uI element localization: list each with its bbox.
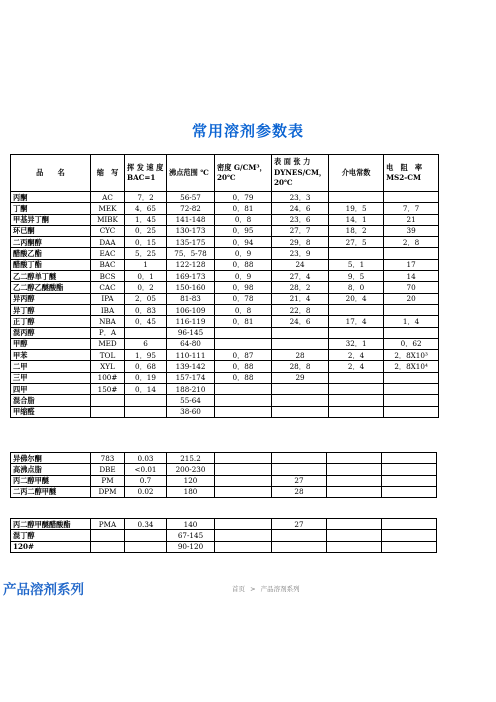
table-cell bbox=[384, 372, 439, 383]
table-cell: 1 bbox=[125, 259, 167, 270]
table-row bbox=[11, 203, 439, 214]
table-cell: 0．45 bbox=[125, 316, 167, 327]
table-row bbox=[11, 486, 437, 497]
table-cell: 169-173 bbox=[167, 271, 215, 282]
table-row bbox=[11, 372, 439, 383]
table-row bbox=[11, 475, 437, 486]
table-cell bbox=[272, 384, 329, 395]
table-row bbox=[11, 192, 439, 203]
table-cell: 0．9 bbox=[215, 248, 272, 259]
table-cell bbox=[215, 541, 272, 552]
table-cell: 27．5 bbox=[329, 237, 384, 248]
breadcrumb bbox=[232, 584, 303, 593]
table-cell: 0．83 bbox=[125, 304, 167, 315]
table-cell bbox=[327, 486, 382, 497]
table-cell bbox=[125, 530, 167, 541]
table-cell: 0．81 bbox=[215, 203, 272, 214]
table-cell: 0．8 bbox=[215, 214, 272, 225]
table-cell: BAC bbox=[91, 259, 125, 270]
table-cell: 7．7 bbox=[384, 203, 439, 214]
table-cell bbox=[382, 464, 437, 475]
table-cell: 64-80 bbox=[167, 338, 215, 349]
table-cell: 0．81 bbox=[215, 316, 272, 327]
table-cell: 150# bbox=[91, 384, 125, 395]
table-cell: 28．8 bbox=[272, 361, 329, 372]
table-cell: 0.02 bbox=[125, 486, 167, 497]
table-cell bbox=[327, 519, 382, 530]
table-cell: 21．4 bbox=[272, 293, 329, 304]
table-cell: 24．6 bbox=[272, 316, 329, 327]
solvent-name-cell: 甲基异丁酮 bbox=[11, 214, 91, 225]
table-cell bbox=[91, 395, 125, 406]
table-cell bbox=[215, 486, 272, 497]
solvent-name-cell: 环已酮 bbox=[11, 225, 91, 236]
table-cell: 139-142 bbox=[167, 361, 215, 372]
table-cell bbox=[272, 395, 329, 406]
table-row bbox=[11, 282, 439, 293]
table-row bbox=[11, 453, 437, 464]
table-cell: 0．88 bbox=[215, 259, 272, 270]
table-cell: XYL bbox=[91, 361, 125, 372]
table-cell: 110-111 bbox=[167, 350, 215, 361]
table-cell: 215.2 bbox=[167, 453, 215, 464]
solvent-name-cell: 混合脂 bbox=[11, 395, 91, 406]
solvent-name-cell: 丙二醇甲醚 bbox=[11, 475, 91, 486]
table-cell bbox=[329, 327, 384, 338]
table-cell: 39 bbox=[384, 225, 439, 236]
table-row bbox=[11, 519, 437, 530]
table-cell bbox=[382, 453, 437, 464]
table-cell: 2．4 bbox=[329, 350, 384, 361]
table-cell: 2．8X10³ bbox=[384, 350, 439, 361]
table-row bbox=[11, 395, 439, 406]
table-cell bbox=[215, 406, 272, 417]
table-cell bbox=[384, 406, 439, 417]
solvent-name-cell: 乙二醇乙醚酸酯 bbox=[11, 282, 91, 293]
table-cell: 22．8 bbox=[272, 304, 329, 315]
table-cell: 0.7 bbox=[125, 475, 167, 486]
table-cell bbox=[272, 327, 329, 338]
solvent-name-cell: 甲苯 bbox=[11, 350, 91, 361]
table-cell bbox=[329, 406, 384, 417]
table-cell bbox=[384, 192, 439, 203]
table-cell: 1．45 bbox=[125, 214, 167, 225]
table-row bbox=[11, 338, 439, 349]
table-cell bbox=[382, 541, 437, 552]
table-cell bbox=[272, 530, 327, 541]
table-cell: 28 bbox=[272, 486, 327, 497]
table-cell: <0.01 bbox=[125, 464, 167, 475]
table-cell bbox=[329, 372, 384, 383]
table-cell: 0．9 bbox=[215, 271, 272, 282]
breadcrumb-separator: > bbox=[250, 585, 256, 593]
table-cell bbox=[384, 248, 439, 259]
table-row bbox=[11, 350, 439, 361]
table-row bbox=[11, 541, 437, 552]
table-cell: 27．7 bbox=[272, 225, 329, 236]
header-evaporation-rate: 挥 发 速 度 BAC=1 bbox=[125, 155, 167, 192]
table-row bbox=[11, 384, 439, 395]
table-cell: 180 bbox=[167, 486, 215, 497]
table-cell: 0．95 bbox=[215, 225, 272, 236]
table-cell bbox=[125, 395, 167, 406]
table-cell: 29 bbox=[272, 372, 329, 383]
table-cell: 14．1 bbox=[329, 214, 384, 225]
section-title: 产品溶剂系列 bbox=[3, 582, 84, 598]
table-cell: 135-175 bbox=[167, 237, 215, 248]
table-cell bbox=[215, 327, 272, 338]
solvent-name-cell: 异佛尔酮 bbox=[11, 453, 91, 464]
solvent-name-cell: 正丁醇 bbox=[11, 316, 91, 327]
table-cell: DPM bbox=[91, 486, 125, 497]
table-cell: 96-145 bbox=[167, 327, 215, 338]
table-cell: 0．8 bbox=[215, 304, 272, 315]
solvent-name-cell: 乙二醇单丁醚 bbox=[11, 271, 91, 282]
solvent-name-cell: 甲缩醛 bbox=[11, 406, 91, 417]
table-cell: 140 bbox=[167, 519, 215, 530]
table-cell bbox=[327, 475, 382, 486]
table-cell: 0．62 bbox=[384, 338, 439, 349]
table-cell bbox=[91, 406, 125, 417]
solvent-name-cell: 醋酸丁酯 bbox=[11, 259, 91, 270]
table-cell: 5．1 bbox=[329, 259, 384, 270]
table-cell: 120 bbox=[167, 475, 215, 486]
table-cell bbox=[382, 530, 437, 541]
table-cell: 141-148 bbox=[167, 214, 215, 225]
table-cell bbox=[215, 384, 272, 395]
table-cell: 5．25 bbox=[125, 248, 167, 259]
table-cell bbox=[272, 453, 327, 464]
table-cell: 9．5 bbox=[329, 271, 384, 282]
solvent-table-3 bbox=[10, 518, 437, 553]
header-abbr: 缩 写 bbox=[91, 155, 125, 192]
table-row bbox=[11, 225, 439, 236]
solvent-name-cell: 混丁醇 bbox=[11, 530, 91, 541]
table-cell bbox=[215, 453, 272, 464]
solvent-name-cell: 丁酮 bbox=[11, 203, 91, 214]
table-cell: 20．4 bbox=[329, 293, 384, 304]
table-cell: 0．78 bbox=[215, 293, 272, 304]
table-cell: 106-109 bbox=[167, 304, 215, 315]
table-cell: MIBK bbox=[91, 214, 125, 225]
table-cell bbox=[384, 327, 439, 338]
table-cell bbox=[272, 464, 327, 475]
table-cell: 0.34 bbox=[125, 519, 167, 530]
table-cell: 27．4 bbox=[272, 271, 329, 282]
table-cell: 4．65 bbox=[125, 203, 167, 214]
solvent-table-2 bbox=[10, 452, 437, 498]
table-row bbox=[11, 293, 439, 304]
table-cell: 17．4 bbox=[329, 316, 384, 327]
table-cell: 70 bbox=[384, 282, 439, 293]
table-cell: 0．88 bbox=[215, 372, 272, 383]
table-cell: 27 bbox=[272, 475, 327, 486]
header-density: 密度 G/CM³，20℃ bbox=[215, 155, 272, 192]
table-cell: BCS bbox=[91, 271, 125, 282]
table-row bbox=[11, 464, 437, 475]
table-cell: 19．5 bbox=[329, 203, 384, 214]
table-cell: EAC bbox=[91, 248, 125, 259]
table-cell: 20 bbox=[384, 293, 439, 304]
table-cell: 7．2 bbox=[125, 192, 167, 203]
solvent-name-cell: 醋酸乙酯 bbox=[11, 248, 91, 259]
table-cell: PM bbox=[91, 475, 125, 486]
table-cell: 23．9 bbox=[272, 248, 329, 259]
table-cell: 28 bbox=[272, 350, 329, 361]
solvent-name-cell: 二甲 bbox=[11, 361, 91, 372]
solvent-name-cell: 高沸点脂 bbox=[11, 464, 91, 475]
table-row bbox=[11, 214, 439, 225]
table-cell bbox=[327, 464, 382, 475]
table-cell: MEK bbox=[91, 203, 125, 214]
table-cell: 130-173 bbox=[167, 225, 215, 236]
table-cell bbox=[91, 530, 125, 541]
table-cell: 100# bbox=[91, 372, 125, 383]
table-cell bbox=[272, 338, 329, 349]
table-cell: CYC bbox=[91, 225, 125, 236]
table-cell: 0．88 bbox=[215, 361, 272, 372]
table-cell bbox=[272, 406, 329, 417]
table-cell: 0.03 bbox=[125, 453, 167, 464]
table-cell bbox=[384, 304, 439, 315]
table-cell bbox=[327, 453, 382, 464]
solvent-name-cell: 120# bbox=[11, 541, 91, 552]
table-cell: 150-160 bbox=[167, 282, 215, 293]
table-cell bbox=[382, 475, 437, 486]
solvent-name-cell: 丙二醇甲醚醋酸酯 bbox=[11, 519, 91, 530]
table-cell bbox=[384, 395, 439, 406]
table-cell: 8．0 bbox=[329, 282, 384, 293]
table-cell: 188-210 bbox=[167, 384, 215, 395]
table-cell: 1．95 bbox=[125, 350, 167, 361]
solvent-name-cell: 异丁醇 bbox=[11, 304, 91, 315]
solvent-name-cell: 三甲 bbox=[11, 372, 91, 383]
table-cell bbox=[327, 541, 382, 552]
solvent-name-cell: 甲醇 bbox=[11, 338, 91, 349]
solvent-name-cell: 丙酮 bbox=[11, 192, 91, 203]
table-cell: 23．3 bbox=[272, 192, 329, 203]
table-cell: IPA bbox=[91, 293, 125, 304]
table-cell: 24 bbox=[272, 259, 329, 270]
table-cell: TOL bbox=[91, 350, 125, 361]
table-cell: 0．87 bbox=[215, 350, 272, 361]
table-cell bbox=[382, 486, 437, 497]
solvent-name-cell: 混丙醇 bbox=[11, 327, 91, 338]
table-cell: 0．14 bbox=[125, 384, 167, 395]
header-dielectric: 介电常数 bbox=[329, 155, 384, 192]
header-surface-tension: 表 面 张 力 DYNES/CM，20℃ bbox=[272, 155, 329, 192]
table-cell: 157-174 bbox=[167, 372, 215, 383]
table-row bbox=[11, 271, 439, 282]
table-cell bbox=[329, 192, 384, 203]
table-cell: 67-145 bbox=[167, 530, 215, 541]
table-cell: 0．94 bbox=[215, 237, 272, 248]
table-cell: 18．2 bbox=[329, 225, 384, 236]
table-cell bbox=[125, 406, 167, 417]
table-row bbox=[11, 304, 439, 315]
table-cell: 55-64 bbox=[167, 395, 215, 406]
table-cell: 24．6 bbox=[272, 203, 329, 214]
solvent-name-cell: 四甲 bbox=[11, 384, 91, 395]
table-cell: 81-83 bbox=[167, 293, 215, 304]
table-cell: 23．6 bbox=[272, 214, 329, 225]
table-cell: 38-60 bbox=[167, 406, 215, 417]
table-row bbox=[11, 327, 439, 338]
table-row bbox=[11, 406, 439, 417]
table-cell bbox=[329, 384, 384, 395]
table-cell bbox=[329, 395, 384, 406]
header-resistivity: 电 阻 率 MS2-CM bbox=[384, 155, 439, 192]
table-cell bbox=[125, 541, 167, 552]
solvent-name-cell: 异丙醇 bbox=[11, 293, 91, 304]
table-cell: 0．2 bbox=[125, 282, 167, 293]
table-cell: 0．19 bbox=[125, 372, 167, 383]
table-cell: AC bbox=[91, 192, 125, 203]
table-cell: CAC bbox=[91, 282, 125, 293]
solvent-name-cell: 二丙酮醇 bbox=[11, 237, 91, 248]
table-cell bbox=[125, 327, 167, 338]
breadcrumb-home-link[interactable]: 首页 bbox=[232, 585, 245, 593]
table-cell: 116-119 bbox=[167, 316, 215, 327]
table-cell: 1．4 bbox=[384, 316, 439, 327]
table-cell: 0．15 bbox=[125, 237, 167, 248]
table-cell: 75．5-78 bbox=[167, 248, 215, 259]
table-cell: 0．79 bbox=[215, 192, 272, 203]
table-cell: 32．1 bbox=[329, 338, 384, 349]
header-boiling-range: 沸点范围 ℃ bbox=[167, 155, 215, 192]
table-cell: 6 bbox=[125, 338, 167, 349]
table-row bbox=[11, 259, 439, 270]
table-cell: NBA bbox=[91, 316, 125, 327]
table-cell: 2．4 bbox=[329, 361, 384, 372]
table-cell bbox=[215, 519, 272, 530]
table-cell: 0．25 bbox=[125, 225, 167, 236]
table-cell bbox=[91, 541, 125, 552]
table-cell bbox=[329, 304, 384, 315]
table-cell bbox=[327, 530, 382, 541]
table-cell: 122-128 bbox=[167, 259, 215, 270]
table-cell: DAA bbox=[91, 237, 125, 248]
header-name: 品 名 bbox=[11, 155, 91, 192]
table-cell bbox=[272, 541, 327, 552]
table-cell: 0．98 bbox=[215, 282, 272, 293]
table-row bbox=[11, 316, 439, 327]
table-cell bbox=[384, 384, 439, 395]
table-cell bbox=[215, 338, 272, 349]
table-cell: 783 bbox=[91, 453, 125, 464]
table-row bbox=[11, 237, 439, 248]
table-row bbox=[11, 248, 439, 259]
table-row bbox=[11, 361, 439, 372]
table-cell: MED bbox=[91, 338, 125, 349]
table-cell: 14 bbox=[384, 271, 439, 282]
table-cell bbox=[215, 395, 272, 406]
table-cell: 72-82 bbox=[167, 203, 215, 214]
table-cell: DBE bbox=[91, 464, 125, 475]
table-cell: 200-230 bbox=[167, 464, 215, 475]
solvent-table-main bbox=[10, 154, 439, 418]
table-cell: 90-120 bbox=[167, 541, 215, 552]
table-cell bbox=[215, 530, 272, 541]
table-cell bbox=[215, 464, 272, 475]
table-cell: 56-57 bbox=[167, 192, 215, 203]
table-cell bbox=[329, 248, 384, 259]
solvent-name-cell: 二丙二醇甲醚 bbox=[11, 486, 91, 497]
table-cell: 2．8 bbox=[384, 237, 439, 248]
table-cell bbox=[382, 519, 437, 530]
breadcrumb-current[interactable]: 产品溶剂系列 bbox=[260, 585, 300, 593]
table-row bbox=[11, 530, 437, 541]
table-cell: 17 bbox=[384, 259, 439, 270]
table-header-row bbox=[11, 155, 439, 192]
table-cell: 0．68 bbox=[125, 361, 167, 372]
table-cell bbox=[215, 475, 272, 486]
table-cell: 2．8X10⁴ bbox=[384, 361, 439, 372]
table-cell: 0．1 bbox=[125, 271, 167, 282]
table-cell: 29．8 bbox=[272, 237, 329, 248]
table-cell: P．A bbox=[91, 327, 125, 338]
table-cell: 28．2 bbox=[272, 282, 329, 293]
table-cell: 21 bbox=[384, 214, 439, 225]
page-title: 常用溶剂参数表 bbox=[191, 122, 304, 140]
table-cell: 27 bbox=[272, 519, 327, 530]
table-cell: 2．05 bbox=[125, 293, 167, 304]
table-cell: PMA bbox=[91, 519, 125, 530]
table-cell: IBA bbox=[91, 304, 125, 315]
